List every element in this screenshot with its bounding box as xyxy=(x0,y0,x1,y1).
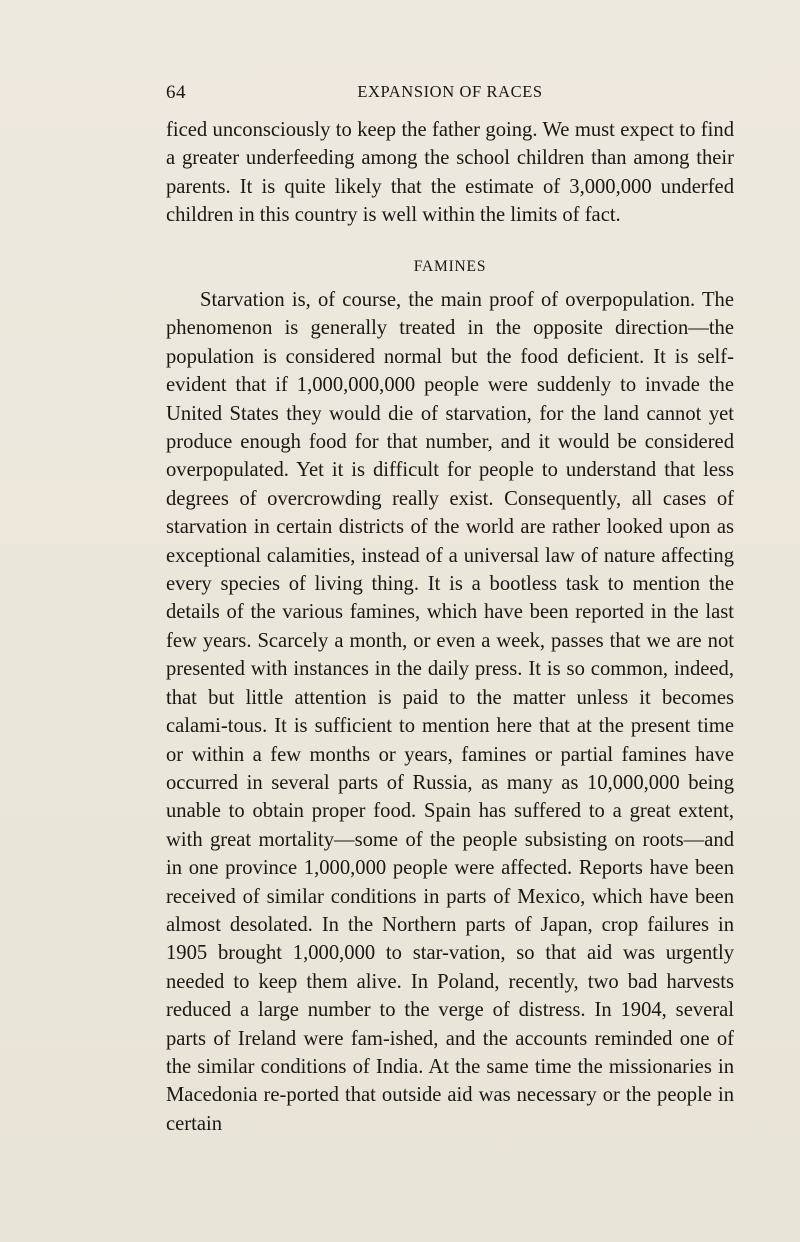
continuation-paragraph-block xyxy=(166,116,734,230)
running-header xyxy=(166,82,734,108)
continuation-paragraph: ficed unconsciously to keep the father going. We must expect to find a greater underfeeding among the school children than among their parents. It is quite likely that the estimate of 3,000,000 underfed children in this country is well within the limits of fact. xyxy=(166,119,734,227)
section-heading: FAMINES xyxy=(413,258,487,275)
running-title: EXPANSION OF RACES xyxy=(357,82,543,101)
famines-paragraph: Starvation is, of course, the main proof of overpopulation. The phenomenon is generally treated in the opposite direction—the population is considered normal but the food deficient. It is self-evident that if 1,000,000,000 people were suddenly to invade the United States they would die of starvation, for the land cannot yet produce enough food for that number, and it would be considered overpopulated. Yet it is difficult for people to understand that less degrees of overcrowding really exist. Consequently, all cases of starvation in certain districts of the world are rather looked upon as exceptional calamities, instead of a universal law of nature affecting every species of living thing. It is a bootless task to mention the details of the various famines, which have been reported in the last few years. Scarcely a month, or even a week, passes that we are not presented with instances in the daily press. It is so common, indeed, that but little attention is paid to the matter unless it becomes calami-tous. It is sufficient to mention here that at the present time or within a few months or years, famines or partial famines have occurred in several parts of Russia, as many as 10,000,000 being unable to obtain proper food. Spain has suffered to a great extent, with great mortality—some of the people subsisting on roots—and in one province 1,000,000 people were affected. Reports have been received of similar conditions in parts of Mexico, which have been almost desolated. In the Northern parts of Japan, crop failures in 1905 brought 1,000,000 to star-vation, so that aid was urgently needed to keep them alive. In Poland, recently, two bad harvests reduced a large number to the verge of distress. In 1904, several parts of Ireland were fam-ished, and the accounts reminded one of the similar conditions of India. At the same time the missionaries in Macedonia re-ported that outside aid was necessary or the people in certain xyxy=(166,289,734,1135)
famines-paragraph-block xyxy=(166,286,734,1138)
page-number: 64 xyxy=(166,82,186,103)
